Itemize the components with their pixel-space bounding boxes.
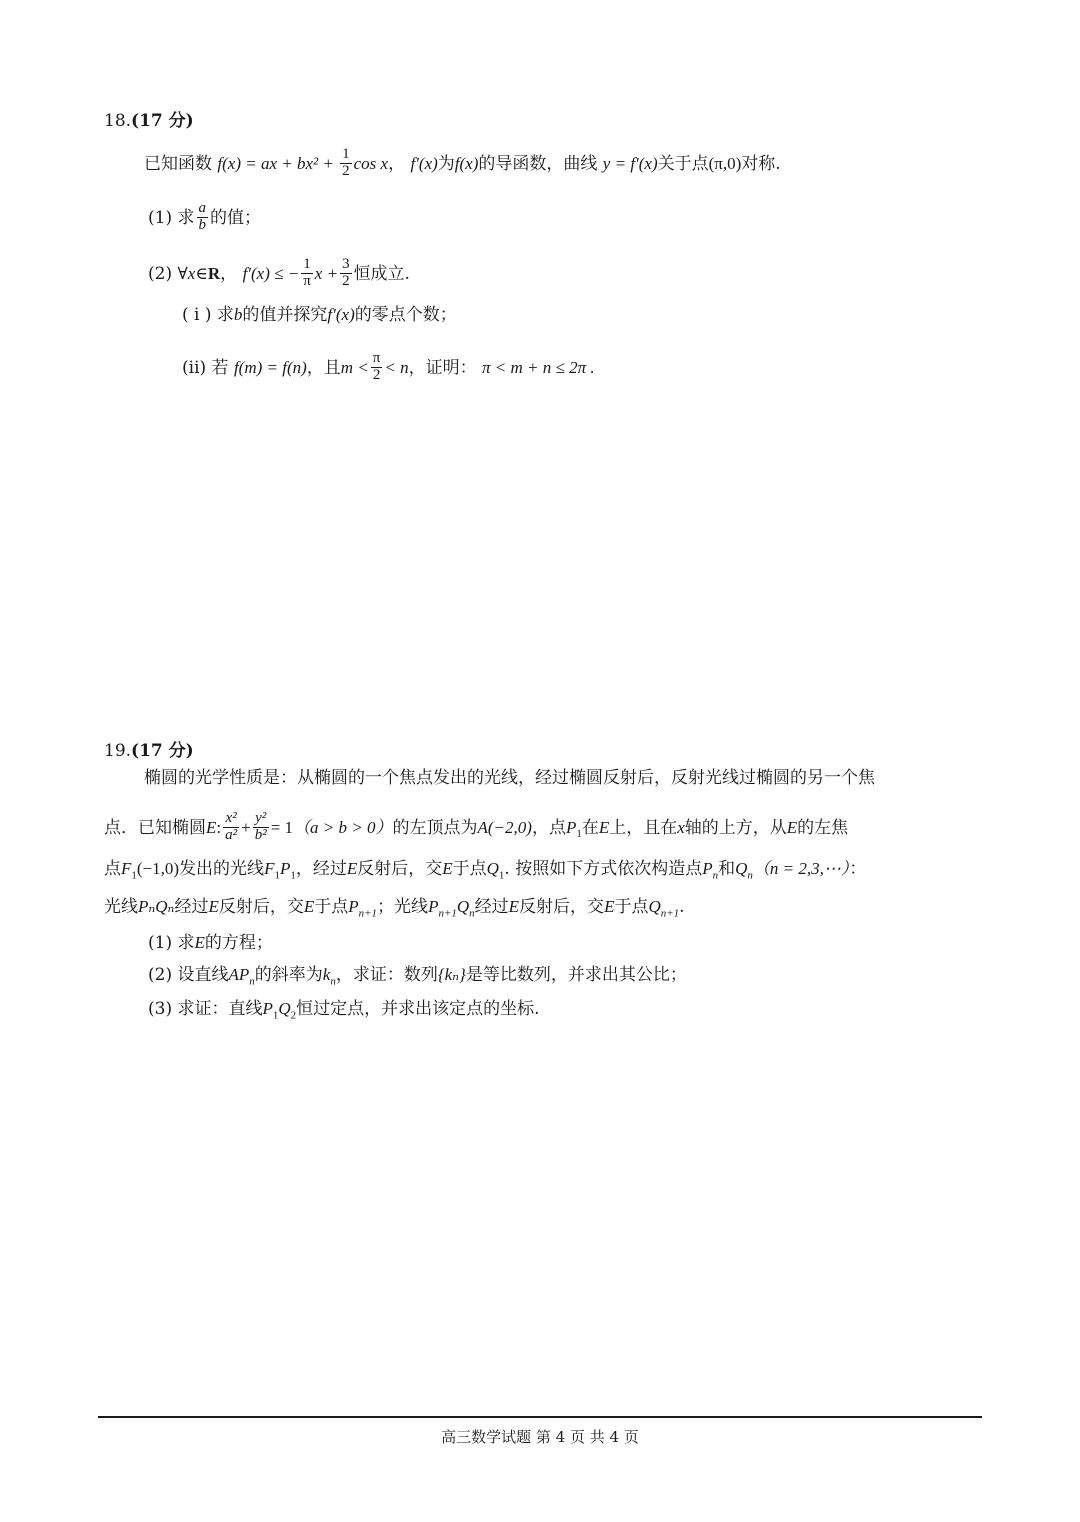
q18-about-point: 关于点 [657,153,709,174]
q18-pi-den: 2 [372,366,381,383]
q19-part3-P-sub: 1 [272,1009,279,1022]
q18-half-fraction [340,147,352,180]
q18-part2-post: 恒成立. [353,263,410,284]
q19-l3-mid: ，经过 [295,859,347,879]
q19-l2-mid: 的左顶点为 [392,817,478,838]
q18-part2i-post: 的零点个数； [354,305,457,325]
q19-part3-pre: 求证：直线 [177,999,263,1019]
q19-part2-APn-sub: n [249,975,255,988]
q19-l2-rest2: 轴的上方，从 [684,817,787,838]
q19-l4-at2: 于点 [614,897,649,917]
q18-half-num: 1 [342,146,350,162]
q19-l3-method: . 按照如下方式依次构造点 [504,859,703,879]
q19-part3-post: 恒过定点，并求出该定点的坐标. [296,999,540,1019]
q18-f2-den: 2 [342,272,350,289]
q18-derivative: f′(x) [410,153,438,173]
q18-b: b [198,216,206,233]
q19-l4-mid4: 反射后，交 [519,897,605,917]
q19-l4-mid1: 经过 [174,897,209,917]
q19-l3-Q1-sub: 1 [498,869,505,882]
q18-part1 [148,202,261,235]
q19-l2-eq: = 1 [270,817,294,837]
q19-part1-label: (1) [148,933,173,953]
q19-l4-E2: E [303,897,315,916]
q19-part2-mid2: ，求证：数列 [335,965,438,985]
q18-three-halves [340,257,352,290]
q18-pi-over-2 [371,351,383,384]
q18-part2-i [182,306,457,324]
q19-l3-F1: F [121,859,132,878]
q19-l3-reflect: 反射后，交 [357,859,443,879]
q19-l2-cond: （a > b > 0） [293,817,393,837]
q19-x2: x² [223,811,239,828]
q19-l4-E: E [208,897,219,916]
q19-l2-plus: + [241,817,251,837]
q19-l2-E2: E [598,817,610,837]
q19-l4-Q: Q [456,897,470,916]
q19-l3-Qn-sub: n [747,869,753,882]
q18-fx: f(x) [454,153,479,173]
q18-part2ii-pre: 若 [211,357,229,378]
q19-l4-semi: ；光线 [377,897,429,917]
q18-half-den: 2 [342,162,350,179]
q18-one-over-pi [301,257,313,290]
q19-l3-emit: 发出的光线 [179,859,265,879]
q18-part2-label: (2) [148,263,173,284]
q19-l4-PnQn: PₙQₙ [138,897,175,916]
q19-l4-Pn1: P [348,897,359,916]
q18-a: a [198,200,206,216]
q19-l4-end: . [679,897,685,917]
q19-l3-and: 和 [718,859,736,879]
q19-l3-F-sub: 1 [274,869,280,882]
q19-l4-mid3: 经过 [474,897,509,917]
q19-part1-pre: 求 [177,933,195,953]
q18-curve: y = f′(x) [602,153,658,173]
q19-l3-Q1: Q [486,859,499,878]
q18-number: 18. [104,111,132,131]
q19-x2-over-a2 [223,811,239,844]
q19-part2-mid: 的斜率为 [254,965,323,985]
q19-l2-end: 的左焦 [797,817,849,838]
q19-l2-A: A(−2,0) [477,817,532,837]
footer-rule [98,1416,982,1418]
q19-b2: b² [254,826,267,843]
q18-point: (π,0) [708,153,742,173]
q19-part3 [148,1000,540,1021]
q19-l4-pre: 光线 [104,897,138,917]
q19-l2-P1: P [565,817,577,837]
q19-l3-F1-sub: 1 [131,869,137,882]
q19-part2-APn: AP [228,965,250,984]
q18-part1-pre: 求 [177,207,195,228]
q18-forall: ∀x∈ [177,263,208,283]
q18-part2 [148,258,410,291]
q19-l3-E: E [346,859,358,878]
q19-l3-Pn-sub: n [712,869,719,882]
q19-l3-n-range: （n = 2,3,⋯） [752,859,850,878]
page-footer: 高三数学试题 第 4 页 共 4 页 [441,1428,639,1446]
q18-pi-num: π [372,350,381,366]
q19-y2: y² [253,811,269,828]
q19-l2-E3: E [786,817,798,837]
q18-part2ii-eq: f(m) = f(n) [233,357,307,377]
q19-l4-E3: E [508,897,520,916]
q18-symmetric: 对称. [741,153,781,174]
q19-line1: 椭圆的光学性质是：从椭圆的一个焦点发出的光线，经过椭圆反射后，反射光线过椭圆的另一个焦 [144,768,875,788]
q19-part2-kn: k [322,965,331,984]
q19-a2: a² [225,826,238,843]
q19-part2-post: 是等比数列，并求出其公比； [465,965,687,985]
q19-number: 19. [104,741,132,761]
q18-part2ii-label: (ii) [182,357,207,378]
q19-l3-P: P [279,859,291,878]
q18-cos: cos x [353,153,389,173]
q19-l3-P-sub: 1 [290,869,296,882]
q18-part2i-label: ( i ) [182,305,212,325]
q18-part2i-b: b [233,305,243,324]
q19-line4 [104,898,685,919]
q19-l4-Qn1-sub: n+1 [660,907,680,920]
q19-line2 [104,812,848,845]
q19-l3-E2: E [442,859,453,878]
q19-l2-rest: 上，且在 [609,817,678,838]
q19-heading [104,736,194,761]
q18-a-over-b [197,201,209,234]
q18-part2ii-lt-n: < n [384,357,409,377]
q19-l2-E: E [206,817,217,837]
q19-l4-P: P [428,897,439,916]
q19-l2-colon: : [216,817,222,837]
q18-ineq-left: f′(x) ≤ − [242,263,300,283]
q18-f1-num: 1 [301,257,313,274]
q18-part1-label: (1) [148,207,173,228]
q19-y2-over-b2 [253,811,269,844]
q18-part2i-mid: 的值并探究 [242,305,328,325]
q18-part2i-fp: f′(x) [327,305,355,324]
q19-l3-Pn: P [702,859,713,878]
q18-part2-comma: ， [220,263,238,284]
q19-l4-mid2: 反射后，交 [218,897,304,917]
q19-l3-pre: 点 [104,859,121,879]
q18-reals: R [207,263,221,283]
q19-line3 [104,860,866,881]
q19-l2-comma: ，点 [531,817,566,838]
q19-part3-P: P [262,999,273,1018]
q19-part1 [148,934,273,952]
q19-l2-P1-sub: 1 [576,828,582,841]
q19-l3-F1-coord: (−1,0) [136,859,180,878]
q19-l2-x: x [677,817,685,837]
q18-stem [144,148,781,181]
q19-l3-colon: ： [849,859,867,879]
q19-l2-pre: 点．已知椭圆 [104,817,206,838]
q19-part3-label: (3) [148,999,173,1019]
q18-part2ii-m-lt: m < [340,357,369,377]
q19-part2-kn-sub: n [330,975,336,988]
q19-l4-E4: E [604,897,615,916]
q18-stem-pre: 已知函数 [144,153,212,174]
q19-part3-Q-sub: 2 [290,1009,297,1022]
q19-l3-Qn: Q [735,859,748,878]
q18-part2ii-claim: π < m + n ≤ 2π . [482,357,595,377]
q18-heading [104,106,194,131]
q19-l3-F: F [264,859,275,878]
q18-part2-ii [182,352,595,385]
q19-part2-label: (2) [148,965,173,985]
q19-l4-at: 于点 [314,897,349,917]
q18-part2ii-and: ，且 [306,357,341,378]
q19-part3-Q: Q [278,999,291,1018]
q19-l4-Qn1: Q [648,897,661,916]
q19-l4-Q-sub: n [469,907,475,920]
q18-is: 为 [437,153,455,174]
q19-l2-on: 在 [581,817,599,838]
q19-part1-E: E [194,933,205,952]
q19-score: (17 分) [131,741,194,761]
q19-l4-Pn1-sub: n+1 [358,907,378,920]
q18-part2i-pre: 求 [216,305,234,325]
q18-x-plus: x + [314,263,339,283]
q18-f2-num: 3 [342,256,350,272]
q19-part2-seq: {kₙ} [437,965,466,984]
q18-f1-den: π [303,272,311,289]
q18-part1-post: 的值； [210,207,261,228]
q18-part2ii-prove: ，证明： [408,357,477,378]
q19-l3-at: 于点 [452,859,487,879]
q19-part1-post: 的方程； [204,933,273,953]
q18-derivative-text: 的导函数，曲线 [478,153,598,174]
q18-score: (17 分) [131,111,194,131]
q19-l4-P-sub: n+1 [438,907,457,920]
q19-part2-pre: 设直线 [177,965,229,985]
q19-part2 [148,966,687,987]
q18-comma: ， [388,153,406,174]
q18-function-def: f(x) = ax + bx² + [217,153,339,173]
